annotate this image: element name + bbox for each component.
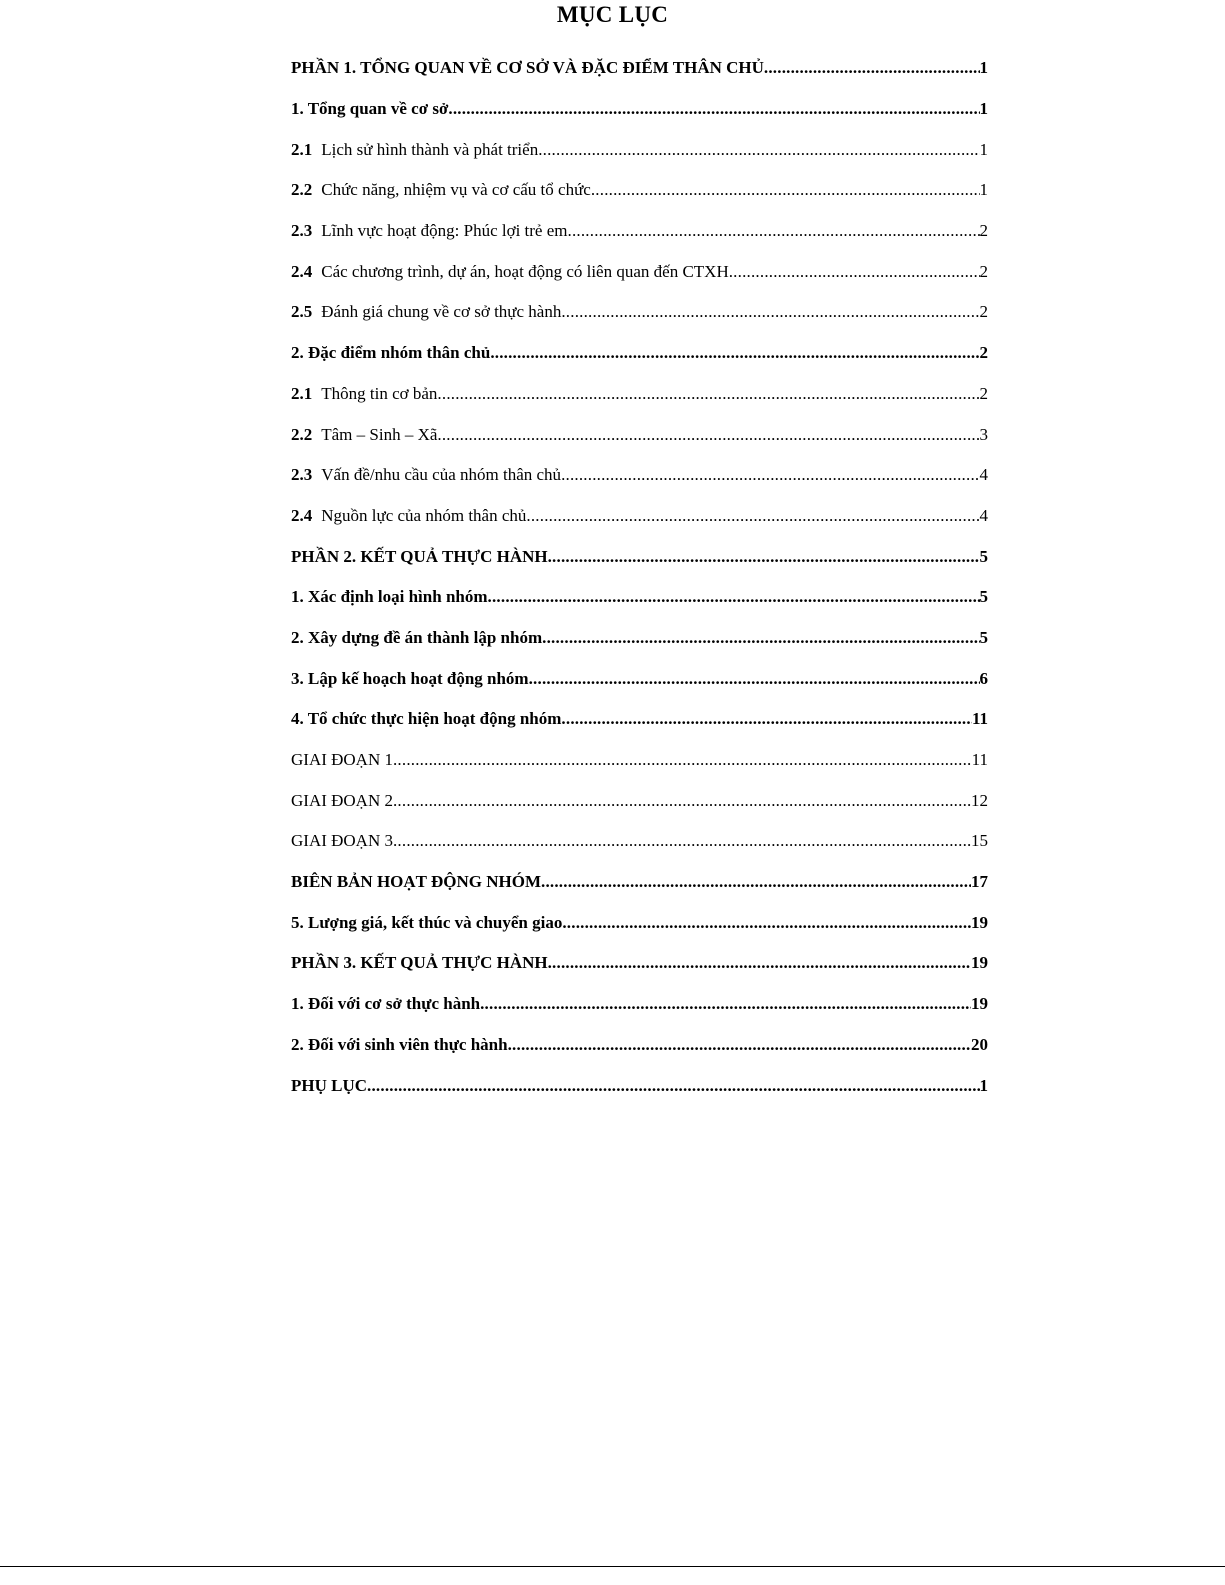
toc-entry-text: Đánh giá chung về cơ sở thực hành bbox=[321, 302, 562, 322]
toc-entry[interactable] bbox=[291, 455, 988, 496]
toc-entry-page-number: 5 bbox=[979, 587, 988, 607]
toc-entry-text: 1. Đối với cơ sở thực hành bbox=[291, 994, 481, 1014]
toc-entry[interactable] bbox=[291, 414, 988, 455]
toc-title: MỤC LỤC bbox=[556, 2, 669, 27]
toc-dot-leader bbox=[561, 465, 979, 485]
page-bottom-rule bbox=[0, 1566, 1225, 1567]
toc-entry-page-number: 1 bbox=[979, 58, 988, 78]
toc-dot-leader bbox=[562, 913, 971, 933]
toc-entry[interactable] bbox=[291, 902, 988, 943]
toc-entry-label bbox=[291, 99, 448, 119]
toc-entry-page-number: 19 bbox=[971, 912, 988, 932]
toc-entry-page-number: 1 bbox=[979, 139, 988, 159]
toc-entry-label bbox=[291, 994, 480, 1014]
toc-entry-text: 2. Đặc điểm nhóm thân chủ bbox=[291, 343, 491, 363]
toc-entry[interactable] bbox=[291, 496, 988, 537]
toc-entry-label bbox=[291, 506, 526, 526]
toc-entry-label bbox=[291, 1076, 367, 1096]
toc-entry-label bbox=[291, 384, 437, 404]
toc-dot-leader bbox=[508, 1035, 971, 1055]
toc-list bbox=[291, 48, 988, 1106]
toc-entry-page-number: 2 bbox=[979, 221, 988, 241]
toc-entry-label bbox=[291, 669, 529, 689]
toc-entry[interactable] bbox=[291, 862, 988, 903]
toc-entry-page-number: 1 bbox=[979, 1075, 988, 1095]
toc-dot-leader bbox=[480, 994, 971, 1014]
toc-entry-page-number: 2 bbox=[979, 302, 988, 322]
toc-entry-label bbox=[291, 58, 764, 78]
toc-entry[interactable] bbox=[291, 1065, 988, 1106]
toc-entry[interactable] bbox=[291, 577, 988, 618]
toc-entry-text: 2. Đối với sinh viên thực hành bbox=[291, 1034, 508, 1054]
toc-entry-label bbox=[291, 425, 437, 445]
toc-entry-text: Các chương trình, dự án, hoạt động có liên quan đến CTXH bbox=[321, 261, 729, 281]
toc-entry-text: Lĩnh vực hoạt động: Phúc lợi trẻ em bbox=[321, 221, 568, 241]
toc-dot-leader bbox=[591, 180, 980, 200]
toc-entry-page-number: 6 bbox=[979, 668, 988, 688]
toc-dot-leader bbox=[393, 791, 971, 811]
toc-dot-leader bbox=[393, 750, 972, 770]
toc-entry[interactable] bbox=[291, 89, 988, 130]
toc-dot-leader bbox=[437, 384, 979, 404]
toc-entry-text: GIAI ĐOẠN 3 bbox=[291, 831, 393, 851]
toc-entry-page-number: 2 bbox=[979, 261, 988, 281]
toc-entry-label bbox=[291, 872, 541, 892]
toc-dot-leader bbox=[367, 1076, 979, 1096]
toc-entry-label bbox=[291, 791, 393, 811]
toc-entry[interactable] bbox=[291, 984, 988, 1025]
toc-entry-label bbox=[291, 750, 393, 770]
toc-entry[interactable] bbox=[291, 48, 988, 89]
toc-entry-number: 2.3 bbox=[291, 465, 313, 485]
toc-entry-label bbox=[291, 913, 562, 933]
toc-entry[interactable] bbox=[291, 740, 988, 781]
toc-entry-label bbox=[291, 547, 548, 567]
toc-entry-page-number: 19 bbox=[971, 953, 988, 973]
toc-entry-text: Tâm – Sinh – Xã bbox=[321, 424, 438, 444]
toc-entry-text: BIÊN BẢN HOẠT ĐỘNG NHÓM bbox=[291, 872, 541, 892]
toc-entry-label bbox=[291, 831, 393, 851]
toc-entry[interactable] bbox=[291, 292, 988, 333]
toc-entry-text: PHẦN 2. KẾT QUẢ THỰC HÀNH bbox=[291, 546, 548, 566]
toc-dot-leader bbox=[529, 669, 980, 689]
toc-entry-label bbox=[291, 628, 542, 648]
toc-entry-text: PHỤ LỤC bbox=[291, 1075, 368, 1095]
toc-entry[interactable] bbox=[291, 618, 988, 659]
toc-dot-leader bbox=[542, 628, 979, 648]
toc-entry[interactable] bbox=[291, 821, 988, 862]
toc-entry-label bbox=[291, 709, 561, 729]
toc-entry-text: 1. Tổng quan về cơ sở bbox=[291, 99, 449, 119]
toc-entry-text: 2. Xây dựng đề án thành lập nhóm bbox=[291, 627, 543, 647]
toc-entry-text: 5. Lượng giá, kết thúc và chuyển giao bbox=[291, 912, 563, 932]
toc-entry[interactable] bbox=[291, 129, 988, 170]
toc-entry-number: 2.1 bbox=[291, 383, 313, 403]
toc-entry-number: 2.5 bbox=[291, 302, 313, 322]
toc-entry-page-number: 17 bbox=[971, 872, 988, 892]
toc-entry-label bbox=[291, 262, 729, 282]
toc-entry[interactable] bbox=[291, 1025, 988, 1066]
toc-entry[interactable] bbox=[291, 780, 988, 821]
toc-entry-label bbox=[291, 180, 591, 200]
toc-dot-leader bbox=[393, 831, 971, 851]
toc-dot-leader bbox=[448, 99, 979, 119]
toc-dot-leader bbox=[548, 547, 980, 567]
toc-entry-text: GIAI ĐOẠN 1 bbox=[291, 750, 393, 770]
toc-entry-label bbox=[291, 953, 548, 973]
toc-dot-leader bbox=[541, 872, 971, 892]
toc-entry-page-number: 3 bbox=[979, 424, 988, 444]
toc-entry-text: 4. Tổ chức thực hiện hoạt động nhóm bbox=[291, 709, 562, 729]
toc-entry[interactable] bbox=[291, 333, 988, 374]
toc-entry-text: PHẦN 3. KẾT QUẢ THỰC HÀNH bbox=[291, 953, 548, 973]
toc-entry-text: Thông tin cơ bản bbox=[321, 383, 438, 403]
toc-entry-label bbox=[291, 587, 488, 607]
toc-entry-page-number: 5 bbox=[979, 627, 988, 647]
toc-entry[interactable] bbox=[291, 658, 988, 699]
toc-entry-number: 2.1 bbox=[291, 139, 313, 159]
toc-entry-page-number: 4 bbox=[979, 505, 988, 525]
toc-entry-page-number: 19 bbox=[971, 994, 988, 1014]
toc-entry-label bbox=[291, 302, 561, 322]
toc-dot-leader bbox=[437, 425, 979, 445]
toc-entry[interactable] bbox=[291, 699, 988, 740]
toc-entry-page-number: 11 bbox=[971, 750, 988, 770]
toc-entry[interactable] bbox=[291, 251, 988, 292]
toc-dot-leader bbox=[490, 343, 979, 363]
toc-entry[interactable] bbox=[291, 170, 988, 211]
toc-entry-page-number: 12 bbox=[971, 790, 988, 810]
toc-entry-text: PHẦN 1. TỔNG QUAN VỀ CƠ SỞ VÀ ĐẶC ĐIỂM THÂN CHỦ bbox=[291, 58, 764, 78]
toc-entry-page-number: 2 bbox=[979, 383, 988, 403]
toc-entry-page-number: 20 bbox=[971, 1034, 988, 1054]
toc-entry[interactable] bbox=[291, 374, 988, 415]
toc-dot-leader bbox=[764, 58, 980, 78]
toc-entry-number: 2.4 bbox=[291, 505, 313, 525]
toc-dot-leader bbox=[488, 587, 980, 607]
toc-entry-page-number: 4 bbox=[979, 465, 988, 485]
toc-entry-text: Vấn đề/nhu cầu của nhóm thân chủ bbox=[321, 465, 562, 485]
toc-entry-label bbox=[291, 465, 561, 485]
toc-entry-number: 2.3 bbox=[291, 221, 313, 241]
toc-entry-text: Lịch sử hình thành và phát triển bbox=[321, 139, 539, 159]
toc-entry-text: 1. Xác định loại hình nhóm bbox=[291, 587, 488, 607]
toc-dot-leader bbox=[729, 262, 980, 282]
toc-entry-page-number: 1 bbox=[979, 180, 988, 200]
toc-entry[interactable] bbox=[291, 211, 988, 252]
toc-entry-page-number: 5 bbox=[979, 546, 988, 566]
toc-dot-leader bbox=[548, 953, 971, 973]
toc-entry-page-number: 1 bbox=[979, 99, 988, 119]
toc-entry-label bbox=[291, 221, 568, 241]
toc-entry-number: 2.2 bbox=[291, 424, 313, 444]
toc-entry-label bbox=[291, 140, 538, 160]
toc-entry-text: GIAI ĐOẠN 2 bbox=[291, 790, 393, 810]
toc-entry-label bbox=[291, 1035, 508, 1055]
toc-entry-page-number: 15 bbox=[971, 831, 988, 851]
toc-dot-leader bbox=[561, 709, 972, 729]
toc-entry-page-number: 11 bbox=[971, 709, 988, 729]
toc-entry-text: Chức năng, nhiệm vụ và cơ cấu tổ chức bbox=[321, 180, 591, 200]
toc-entry-text: Nguồn lực của nhóm thân chủ bbox=[321, 505, 527, 525]
toc-entry-number: 2.2 bbox=[291, 180, 313, 200]
toc-dot-leader bbox=[538, 140, 979, 160]
toc-dot-leader bbox=[568, 221, 980, 241]
toc-entry-page-number: 2 bbox=[979, 343, 988, 363]
toc-entry[interactable] bbox=[291, 536, 988, 577]
toc-entry-text: 3. Lập kế hoạch hoạt động nhóm bbox=[291, 668, 529, 688]
toc-dot-leader bbox=[526, 506, 979, 526]
toc-entry-number: 2.4 bbox=[291, 261, 313, 281]
toc-dot-leader bbox=[561, 302, 979, 322]
toc-entry[interactable] bbox=[291, 943, 988, 984]
toc-entry-label bbox=[291, 343, 490, 363]
